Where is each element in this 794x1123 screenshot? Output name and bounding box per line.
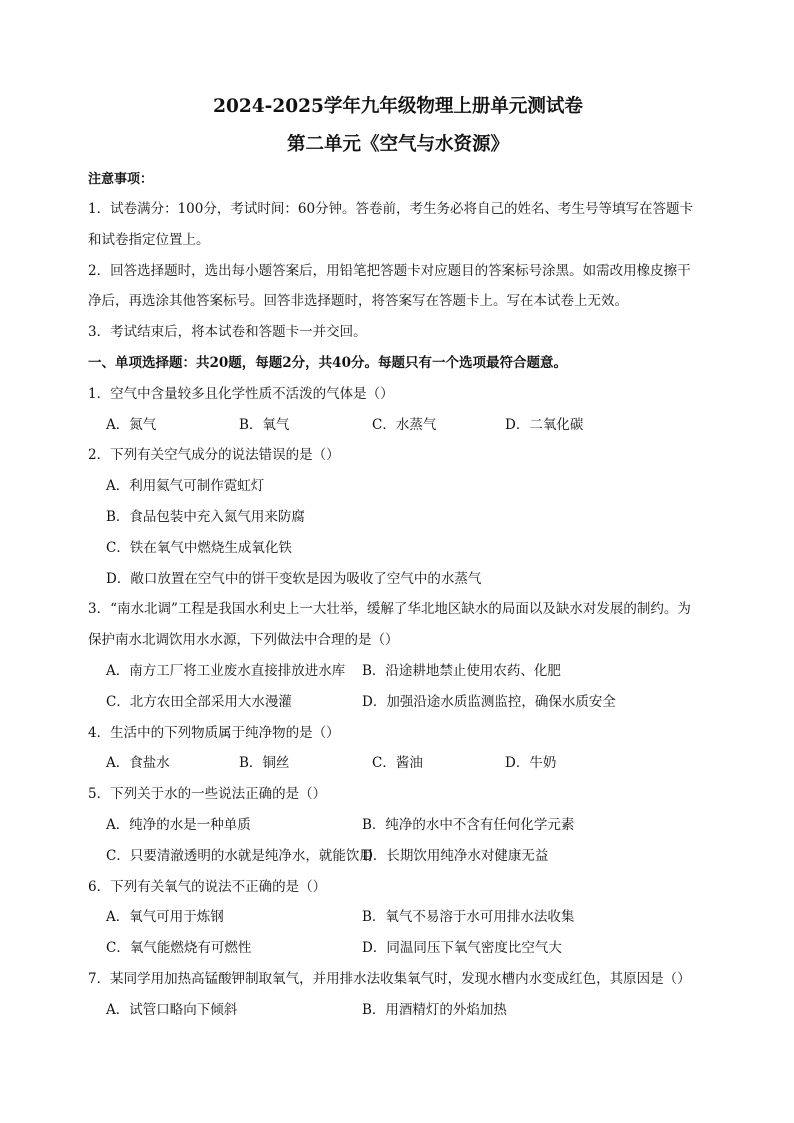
option-b: B．用酒精灯的外焰加热 — [362, 1001, 507, 1018]
question-stem: 3．“南水北调”工程是我国水利史上一大壮举，缓解了华北地区缺水的局面以及缺水对发展的制约。为 — [88, 601, 691, 618]
option-c: C．水蒸气 — [372, 416, 437, 433]
option-list — [88, 902, 708, 964]
notice-item-1-line-1: 1．试卷满分：100分，考试时间：60分钟。答卷前，考生务必将自己的姓名、考生号等填写在答题卡 — [88, 201, 694, 217]
option-d: D．同温同压下氧气密度比空气大 — [362, 940, 562, 957]
option-d: D．加强沿途水质监测监控，确保水质安全 — [362, 693, 616, 710]
question-stem-continued: 保护南水北调饮用水水源，下列做法中合理的是（） — [88, 632, 399, 649]
question-2 — [88, 440, 708, 594]
section-heading: 一、单项选择题：共20题，每题2分，共40分。每题只有一个选项最符合题意。 — [88, 354, 567, 371]
question-stem: 4．生活中的下列物质属于纯净物的是（） — [88, 724, 340, 741]
option-b: B．氧气不易溶于水可用排水法收集 — [362, 909, 575, 926]
question-1 — [88, 379, 708, 441]
notice-item-3-line-1: 3．考试结束后，将本试卷和答题卡一并交回。 — [88, 324, 367, 341]
option-a: A．南方工厂将工业废水直接排放进水库 — [106, 662, 346, 679]
option-c: C．北方农田全部采用大水漫灌 — [106, 693, 292, 710]
option-b: B．纯净的水中不含有任何化学元素 — [362, 816, 575, 833]
notice-item-2-line-1: 2．回答选择题时，选出每小题答案后，用铅笔把答题卡对应题目的答案标号涂黑。如需改用橡皮擦干 — [88, 262, 691, 279]
option-c: C．酱油 — [372, 755, 423, 772]
option-list — [88, 995, 708, 1026]
question-4 — [88, 718, 708, 780]
option-a: A．试管口略向下倾斜 — [106, 1001, 238, 1018]
page-subtitle: 第二单元《空气与水资源》 — [286, 134, 509, 155]
option-list — [88, 810, 708, 872]
option-list — [88, 410, 708, 441]
question-stem: 7．某同学用加热高锰酸钾制取氧气，并用排水法收集氧气时，发现水槽内水变成红色，其原因是（） — [88, 970, 691, 987]
option-a: A．氧气可用于炼钢 — [106, 909, 224, 926]
option-b: B．氧气 — [239, 416, 290, 433]
option-list — [88, 471, 708, 594]
option-b: B．铜丝 — [239, 755, 290, 772]
option-b: B．沿途耕地禁止使用农药、化肥 — [362, 662, 561, 679]
option-d: D．敞口放置在空气中的饼干变软是因为吸收了空气中的水蒸气 — [106, 570, 482, 587]
option-c: C．铁在氧气中燃烧生成氧化铁 — [106, 539, 292, 556]
question-6 — [88, 872, 708, 964]
question-7 — [88, 964, 708, 1026]
question-3 — [88, 594, 708, 717]
question-stem: 2．下列有关空气成分的说法错误的是（） — [88, 447, 340, 464]
option-a: A．纯净的水是一种单质 — [106, 816, 251, 833]
option-list — [88, 656, 708, 718]
notice-heading: 注意事项： — [88, 172, 154, 187]
option-d: D．牛奶 — [505, 755, 557, 772]
question-5 — [88, 779, 708, 871]
question-stem: 1．空气中含量较多且化学性质不活泼的气体是（） — [88, 385, 394, 402]
notice-item-2-line-2: 净后，再选涂其他答案标号。回答非选择题时，将答案写在答题卡上。写在本试卷上无效。 — [88, 293, 628, 310]
notice-section — [88, 166, 708, 348]
option-a: A．氮气 — [106, 416, 157, 433]
option-c: C．氧气能燃烧有可燃性 — [106, 940, 252, 957]
option-b: B．食品包装中充入氮气用来防腐 — [106, 508, 305, 525]
option-c: C．只要清澈透明的水就是纯净水，就能饮用 — [106, 847, 373, 864]
page-title: 2024-2025学年九年级物理上册单元测试卷 — [213, 96, 583, 117]
option-a: A．食盐水 — [106, 755, 170, 772]
option-d: D．长期饮用纯净水对健康无益 — [362, 847, 549, 864]
option-a: A．利用氦气可制作霓虹灯 — [106, 478, 265, 495]
question-stem: 6．下列有关氧气的说法不正确的是（） — [88, 878, 327, 895]
notice-item-1-line-2: 和试卷指定位置上。 — [88, 231, 210, 248]
question-stem: 5．下列关于水的一些说法正确的是（） — [88, 786, 327, 803]
option-d: D．二氧化碳 — [505, 416, 584, 433]
option-list — [88, 748, 708, 779]
